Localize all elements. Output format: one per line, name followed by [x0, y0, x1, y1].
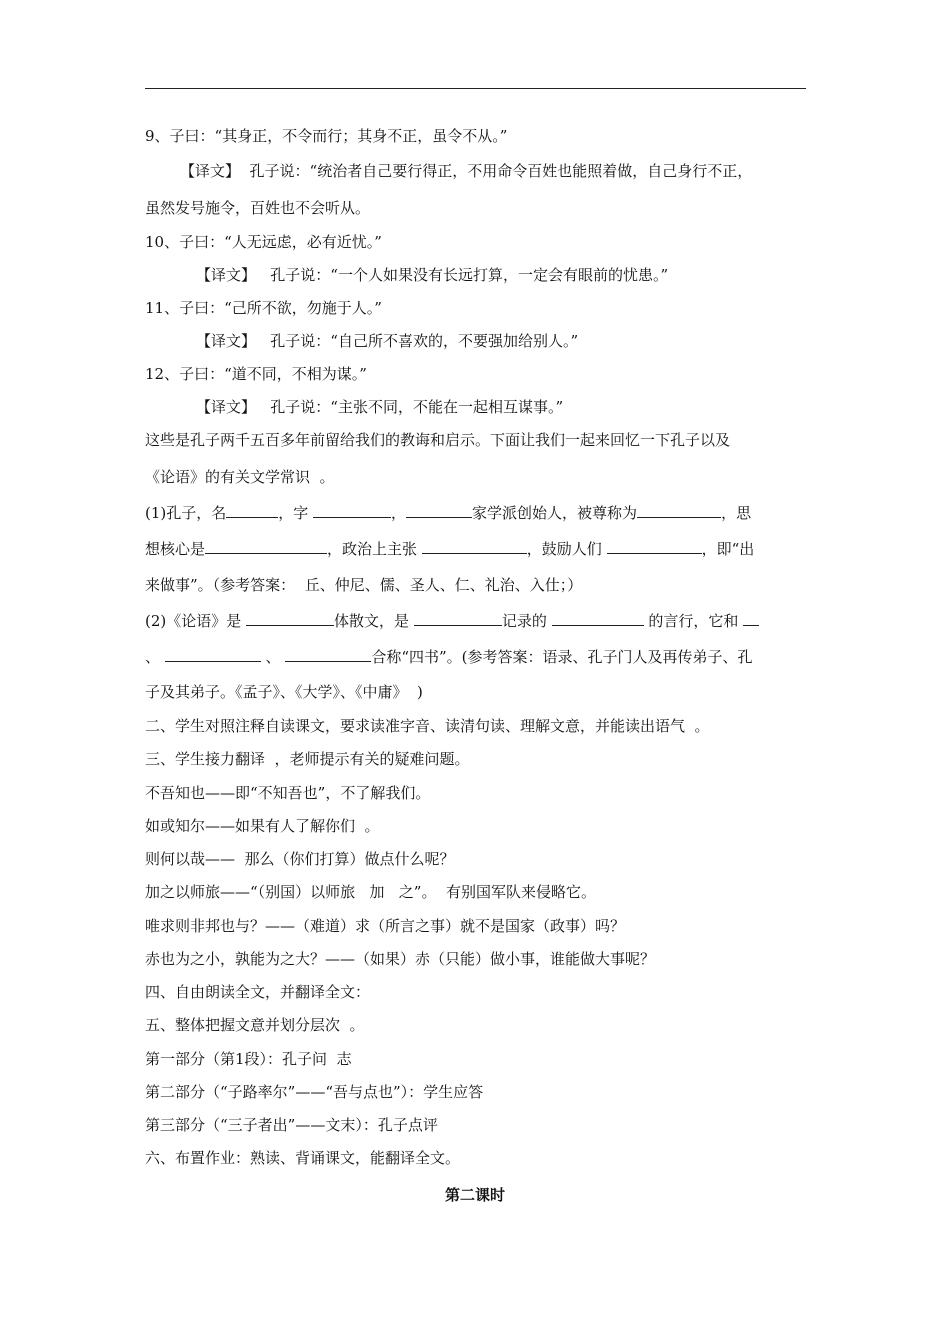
- question-text: ，字: [278, 504, 314, 522]
- text-line: 加之以师旅——“（别国）以师旅 加 之”。 有别国军队来侵略它。: [145, 883, 596, 901]
- text-line: 【译文】 孔子说：“自己所不喜欢的，不要强加给别人。”: [196, 332, 579, 350]
- text-line: 9、子曰：“其身正，不令而行；其身不正，虽令不从。”: [145, 127, 508, 145]
- text-line: 二、学生对照注释自读课文，要求读准字音、读清句读、理解文意，并能读出语气 。: [145, 717, 710, 735]
- text-line: 第三部分（“三子者出”——文末）：孔子点评: [145, 1116, 438, 1134]
- text-line: 第一部分（第1段）：孔子问 志: [145, 1050, 352, 1068]
- question-line: [145, 610, 759, 631]
- answer-blank: [285, 646, 371, 662]
- question-line: [145, 502, 751, 523]
- question-text: 、: [145, 648, 165, 666]
- text-line: 12、子曰：“道不同，不相为谋。”: [145, 365, 367, 383]
- question-line: [145, 646, 753, 667]
- answer-blank: [607, 538, 702, 554]
- answer-blank: [165, 646, 261, 662]
- question-text: 体散文，是: [334, 612, 414, 630]
- text-line: 《论语》的有关文学常识 。: [145, 468, 335, 486]
- question-text: 家学派创始人，被尊称为: [472, 504, 638, 522]
- text-line: 11、子曰：“己所不欲，勿施于人。”: [145, 299, 382, 317]
- answer-blank: [313, 502, 391, 518]
- question-text: 的言行，它和: [643, 612, 744, 630]
- text-line: 10、子曰：“人无远虑，必有近忧。”: [145, 233, 382, 251]
- answer-blank: [414, 610, 502, 626]
- text-line: 第二部分（“子路率尔”——“吾与点也”）：学生应答: [145, 1083, 484, 1101]
- question-line: [145, 538, 754, 559]
- text-line: 五、整体把握文意并划分层次 。: [145, 1016, 365, 1034]
- text-line: 如或知尔——如果有人了解你们 。: [145, 817, 380, 835]
- question-text: 想核心是: [145, 540, 206, 558]
- question-text: 合称“四书”。(参考答案：语录、孔子门人及再传弟子、孔: [371, 648, 753, 666]
- question-text: ，即“出: [701, 540, 755, 558]
- text-line: 【译文】 孔子说：“主张不同，不能在一起相互谋事。”: [196, 398, 564, 416]
- text-line: 六、布置作业：熟读、背诵课文，能翻译全文。: [145, 1149, 461, 1167]
- answer-blank: [743, 610, 759, 626]
- text-line: 不吾知也——即“不知吾也”，不了解我们。: [145, 784, 431, 802]
- answer-blank: [406, 502, 472, 518]
- text-line: 四、自由朗读全文，并翻译全文：: [145, 983, 371, 1001]
- text-line: 则何以哉—— 那么（你们打算）做点什么呢？: [145, 850, 455, 868]
- text-line: 虽然发号施令，百姓也不会听从。: [145, 199, 371, 217]
- answer-blank: [422, 538, 527, 554]
- text-line: 子及其弟子。《孟子》、《大学》、《中庸》 ): [145, 683, 423, 701]
- answer-blank: [552, 610, 644, 626]
- answer-blank: [637, 502, 721, 518]
- answer-blank: [226, 502, 278, 518]
- header-rule: [145, 88, 806, 89]
- section-title: 第二课时: [444, 1186, 505, 1204]
- text-line: 三、学生接力翻译 ，老师提示有关的疑难问题。: [145, 750, 470, 768]
- text-line: 赤也为之小，孰能为之大？——（如果）赤（只能）做小事，谁能做大事呢？: [145, 950, 656, 968]
- question-text: ，: [391, 504, 407, 522]
- text-line: 唯求则非邦也与？——（难道）求（所言之事）就不是国家（政事）吗？: [145, 917, 626, 935]
- question-text: ，鼓励人们: [526, 540, 607, 558]
- answer-blank: [205, 538, 327, 554]
- question-text: (2)《论语》是: [145, 612, 247, 630]
- text-line: 【译文】 孔子说：“统治者自己要行得正，不用命令百姓也能照着做，自己身行不正，: [180, 162, 753, 180]
- question-text: ，思: [721, 504, 752, 522]
- text-line: 这些是孔子两千五百多年前留给我们的教诲和启示。下面让我们一起来回忆一下孔子以及: [145, 431, 731, 449]
- text-line: 【译文】 孔子说：“一个人如果没有长远打算，一定会有眼前的忧患。”: [196, 266, 669, 284]
- question-text: 、: [260, 648, 286, 666]
- text-line: 来做事”。（参考答案： 丘、仲尼、儒、圣人、仁、礼治、入仕；）: [145, 576, 583, 594]
- question-text: 记录的: [501, 612, 552, 630]
- answer-blank: [246, 610, 334, 626]
- question-text: (1)孔子，名: [145, 504, 227, 522]
- question-text: ，政治上主张: [327, 540, 422, 558]
